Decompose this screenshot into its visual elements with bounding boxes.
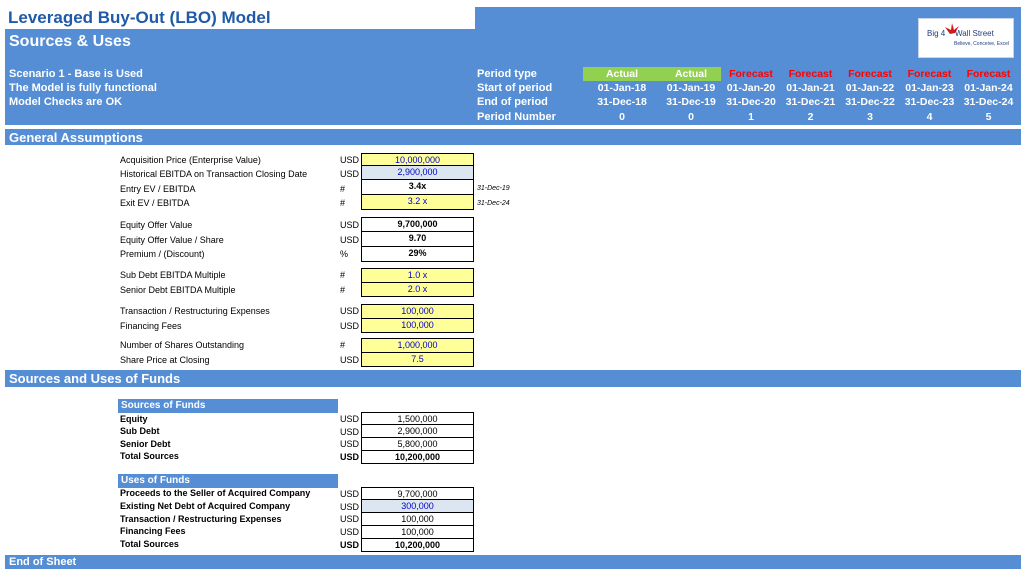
assumption-label: Entry EV / EBITDA [120, 184, 196, 194]
model-title: Leveraged Buy-Out (LBO) Model [8, 8, 271, 27]
label-start-of-period: Start of period [477, 82, 553, 94]
period-type-cell: Actual [583, 67, 661, 81]
period-start-cell: 01-Jan-19 [666, 82, 716, 94]
period-number-cell: 0 [619, 111, 625, 123]
transaction-expenses-input[interactable]: 100,000 [361, 304, 474, 319]
label-period-number: Period Number [477, 111, 556, 123]
status-checks: Model Checks are OK [9, 96, 123, 108]
use-value[interactable]: 100,000 [361, 513, 474, 526]
total-uses-value[interactable]: 10,200,000 [361, 539, 474, 552]
use-label: Total Sources [120, 539, 179, 549]
assumption-unit: USD [340, 306, 360, 316]
equity-offer-per-share-cell[interactable]: 9.70 [361, 232, 474, 247]
period-end-cell: 31-Dec-18 [597, 96, 647, 108]
total-sources-value[interactable]: 10,200,000 [361, 451, 474, 464]
company-logo [918, 18, 1014, 58]
exit-ev-ebitda-input[interactable]: 3.2 x [361, 195, 474, 210]
period-start-cell: 01-Jan-20 [726, 82, 776, 94]
period-number-cell: 4 [926, 111, 933, 123]
use-unit: USD [340, 514, 360, 524]
source-unit: USD [340, 427, 360, 437]
assumption-label: Share Price at Closing [120, 355, 210, 365]
assumption-label: Number of Shares Outstanding [120, 340, 245, 350]
source-value[interactable]: 5,800,000 [361, 438, 474, 451]
equity-offer-value-cell[interactable]: 9,700,000 [361, 217, 474, 232]
period-end-cell: 31-Dec-20 [726, 96, 776, 108]
source-unit: USD [340, 414, 360, 424]
assumption-unit: # [340, 340, 346, 350]
use-unit: USD [340, 489, 360, 499]
assumption-unit: USD [340, 355, 360, 365]
assumption-unit: USD [340, 321, 360, 331]
end-of-sheet-label: End of Sheet [9, 556, 77, 568]
section-general-assumptions: General Assumptions [9, 130, 143, 145]
period-type-cell: Forecast [848, 68, 892, 80]
source-value[interactable]: 1,500,000 [361, 412, 474, 425]
assumption-unit: USD [340, 169, 360, 179]
period-end-cell: 31-Dec-22 [845, 96, 895, 108]
use-value[interactable]: 9,700,000 [361, 487, 474, 500]
assumption-unit: USD [340, 220, 360, 230]
exit-date-note: 31-Dec-24 [477, 200, 510, 207]
assumption-label: Equity Offer Value [120, 220, 193, 230]
source-label: Senior Debt [120, 439, 171, 449]
assumption-label: Sub Debt EBITDA Multiple [120, 270, 226, 280]
source-unit: USD [340, 439, 360, 449]
use-label: Transaction / Restructuring Expenses [120, 514, 282, 524]
period-end-cell: 31-Dec-19 [666, 96, 716, 108]
logo-tagline: Believe, Conceive, Excel [954, 41, 1010, 47]
period-end-cell: 31-Dec-21 [785, 96, 836, 108]
period-type-cell: Actual [661, 67, 721, 81]
period-number-cell: 1 [748, 111, 754, 123]
assumption-unit: % [340, 249, 349, 259]
source-label: Total Sources [120, 451, 179, 461]
acquisition-price-input[interactable]: 10,000,000 [361, 153, 474, 166]
period-start-cell: 01-Jan-24 [964, 82, 1013, 94]
assumption-unit: # [340, 270, 346, 280]
use-label: Financing Fees [120, 526, 186, 536]
source-label: Sub Debt [120, 426, 160, 436]
source-unit: USD [340, 452, 360, 462]
end-of-sheet-band [5, 555, 1021, 569]
period-start-cell: 01-Jan-18 [597, 82, 647, 94]
financing-fees-input[interactable]: 100,000 [361, 319, 474, 333]
senior-debt-multiple-input[interactable]: 2.0 x [361, 283, 474, 297]
page-title: Sources & Uses [9, 33, 131, 50]
label-end-of-period: End of period [477, 96, 548, 108]
premium-discount-cell[interactable]: 29% [361, 247, 474, 262]
use-label: Proceeds to the Seller of Acquired Company [120, 488, 311, 498]
assumption-label: Transaction / Restructuring Expenses [120, 306, 270, 316]
historical-ebitda-cell[interactable]: 2,900,000 [361, 166, 474, 180]
use-unit: USD [340, 540, 360, 550]
period-end-cell: 31-Dec-24 [963, 96, 1014, 108]
source-label: Equity [120, 414, 148, 424]
period-type-cell: Forecast [907, 68, 952, 80]
assumption-unit: USD [340, 155, 360, 165]
assumption-unit: USD [340, 235, 360, 245]
status-scenario: Scenario 1 - Base is Used [9, 68, 143, 80]
period-number-cell: 5 [985, 111, 992, 123]
status-functional: The Model is fully functional [9, 82, 157, 94]
assumption-label: Exit EV / EBITDA [120, 198, 190, 208]
assumption-label: Equity Offer Value / Share [120, 235, 224, 245]
period-type-cell: Forecast [729, 68, 773, 80]
assumption-label: Historical EBITDA on Transaction Closing Date [120, 169, 308, 179]
entry-date-note: 31-Dec-19 [477, 185, 510, 192]
use-unit: USD [340, 527, 360, 537]
period-number-cell: 2 [807, 111, 814, 123]
entry-ev-ebitda-cell[interactable]: 3.4x [361, 180, 474, 195]
logo-text-big4: Big 4 [927, 29, 946, 38]
label-period-type: Period type [477, 68, 537, 80]
assumption-unit: # [340, 285, 346, 295]
period-start-cell: 01-Jan-22 [845, 82, 895, 94]
use-unit: USD [340, 502, 360, 512]
period-start-cell: 01-Jan-21 [786, 82, 835, 94]
assumption-label: Financing Fees [120, 321, 182, 331]
section-sources-uses: Sources and Uses of Funds [9, 371, 181, 386]
period-type-cell: Forecast [788, 68, 833, 80]
period-end-cell: 31-Dec-23 [904, 96, 955, 108]
period-type-cell: Forecast [966, 68, 1011, 80]
uses-header: Uses of Funds [118, 474, 338, 488]
period-number-cell: 3 [867, 111, 873, 123]
assumption-label: Acquisition Price (Enterprise Value) [120, 155, 261, 165]
assumption-unit: # [340, 198, 346, 208]
period-number-cell: 0 [688, 111, 694, 123]
use-value[interactable]: 300,000 [361, 500, 474, 513]
shares-outstanding-input[interactable]: 1,000,000 [361, 338, 474, 353]
period-start-cell: 01-Jan-23 [905, 82, 954, 94]
sources-header: Sources of Funds [118, 399, 338, 413]
assumption-unit: # [340, 184, 346, 194]
assumption-label: Premium / (Discount) [120, 249, 205, 259]
assumption-label: Senior Debt EBITDA Multiple [120, 285, 236, 295]
general-assumptions-band [5, 129, 1021, 145]
use-value[interactable]: 100,000 [361, 526, 474, 539]
sub-debt-multiple-input[interactable]: 1.0 x [361, 268, 474, 283]
share-price-input[interactable]: 7.5 [361, 353, 474, 367]
use-label: Existing Net Debt of Acquired Company [120, 501, 291, 511]
logo-text-wallstreet: Wall Street [955, 29, 994, 38]
source-value[interactable]: 2,900,000 [361, 425, 474, 438]
